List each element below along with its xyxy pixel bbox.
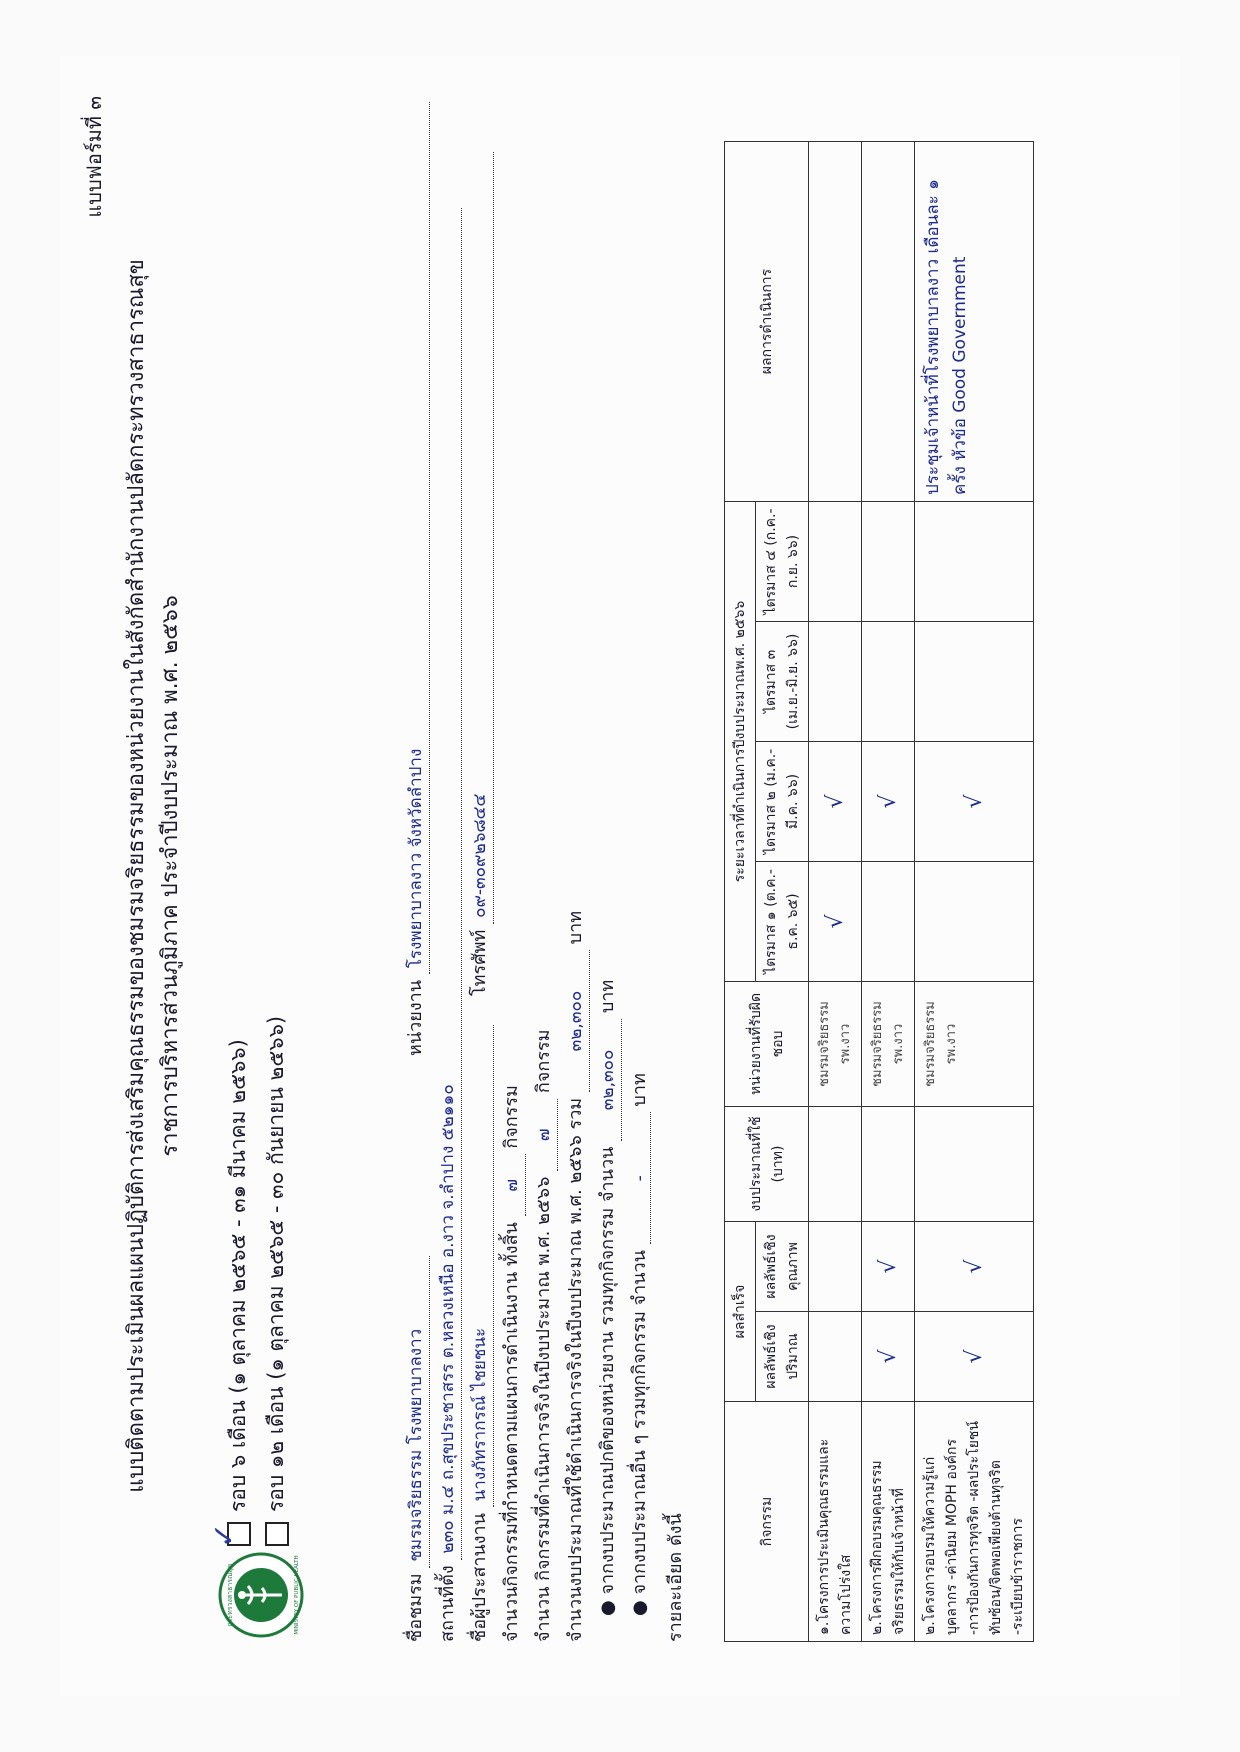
phone-value: ๐๙-๓๐๙๒๖๘๔๔ bbox=[466, 152, 494, 924]
round-12-month[interactable] bbox=[260, 1016, 293, 1546]
coordinator-value: นางภัทรากรณ์ ไชยชนะ bbox=[466, 1025, 494, 1507]
table-row bbox=[809, 141, 862, 1641]
form-number: แบบฟอร์มที่ ๓ bbox=[82, 96, 106, 218]
coordinator-label: ชื่อผู้ประสานงาน bbox=[469, 1513, 490, 1642]
row-qualitative: √ bbox=[862, 1221, 915, 1311]
row-result: ประชุมเจ้าหน้าที่โรงพยาบาลงาว เดือนละ ๑ ครั้ง หัวข้อ Good Government bbox=[915, 141, 1034, 501]
form-sheet bbox=[60, 56, 1180, 1696]
row-q1: √ bbox=[809, 861, 862, 981]
budget-label: จำนวนงบประมาณที่ใช้ดำเนินการจริงในปีงบประมาณ พ.ศ. ๒๕๖๖ รวม bbox=[565, 1097, 586, 1642]
row-q2: √ bbox=[862, 741, 915, 861]
row-budget bbox=[862, 1106, 915, 1221]
phone-label: โทรศัพท์ bbox=[469, 929, 490, 996]
actual-value: ๗ bbox=[530, 1099, 558, 1171]
row-q3 bbox=[862, 621, 915, 741]
budget-regular-value: ๓๒,๓๐๐ bbox=[594, 1019, 622, 1141]
header-q3: ไตรมาส ๓ (เม.ย.-มิ.ย. ๖๖) bbox=[756, 621, 809, 741]
budget-value: ๓๒,๓๐๐ bbox=[562, 950, 590, 1092]
header-activity: กิจกรรม bbox=[725, 1402, 809, 1642]
planned-value: ๗ bbox=[498, 1154, 526, 1216]
row-quantitative: √ bbox=[862, 1312, 915, 1402]
bullet-icon: ● bbox=[629, 1600, 650, 1616]
budget-regular-label: จากงบประมาณปกติของหน่วยงาน รวมทุกกิจกรรม จำนวน bbox=[597, 1146, 618, 1595]
row-result bbox=[809, 141, 862, 501]
row-q2: √ bbox=[915, 741, 1034, 861]
header-q1: ไตรมาส ๑ (ต.ค.-ธ.ค. ๖๕) bbox=[756, 861, 809, 981]
table-row bbox=[862, 141, 915, 1641]
row-q1 bbox=[862, 861, 915, 981]
row-q3 bbox=[915, 621, 1034, 741]
budget-other-label: จากงบประมาณอื่น ๆ รวมทุกกิจกรรม จำนวน bbox=[629, 1250, 650, 1595]
row-q4 bbox=[862, 501, 915, 621]
row-q2: √ bbox=[809, 741, 862, 861]
row-quantitative: √ bbox=[915, 1312, 1034, 1402]
row-activity: ๒.โครงการฝึกอบรมคุณธรรมจริยธรรมให้กับเจ้าหน้าที่ bbox=[862, 1402, 915, 1642]
row-qualitative: √ bbox=[915, 1221, 1034, 1311]
unit-label: หน่วยงาน bbox=[405, 979, 426, 1056]
header-q4: ไตรมาส ๔ (ก.ค.-ก.ย. ๖๖) bbox=[756, 501, 809, 621]
header-responsible: หน่วยงานที่รับผิดชอบ bbox=[725, 981, 809, 1106]
row-activity: ๒.โครงการอบรมให้ความรู้แก่บุคลากร -ค่านิยม MOPH องค์กร -การป้องกันการทุจริต -ผลประโยชน์ทับซ้อน/จิตพอเพียงต้านทุจริต -ระเบียบข้าราชการ bbox=[915, 1402, 1034, 1642]
header-q2: ไตรมาส ๒ (ม.ค.-มี.ค. ๖๖) bbox=[756, 741, 809, 861]
row-budget bbox=[915, 1106, 1034, 1221]
row-responsible: ชมรมจริยธรรม รพ.งาว bbox=[915, 981, 1034, 1106]
address-label: สถานที่ตั้ง bbox=[437, 1565, 458, 1642]
header-quantitative: ผลลัพธ์เชิงปริมาณ bbox=[756, 1312, 809, 1402]
row-result bbox=[862, 141, 915, 501]
round-12-month-label: รอบ ๑๒ เดือน (๑ ตุลาคม ๒๕๖๕ - ๓๐ กันยายน ๒๕๖๖) bbox=[264, 1015, 288, 1512]
planned-activities bbox=[496, 1085, 526, 1642]
round-6-month-checkbox[interactable] bbox=[207, 1522, 251, 1548]
row-q4 bbox=[809, 501, 862, 621]
actual-activities bbox=[528, 1030, 558, 1642]
budget-other bbox=[624, 1073, 653, 1616]
ministry-logo bbox=[218, 1552, 304, 1638]
check-mark-icon: ✓ bbox=[207, 1522, 242, 1548]
form-title: แบบติดตามประเมินผลแผนปฏิบัติการส่งเสริมคุณธรรมของชมรมจริยธรรมของหน่วยงานในสังกัดสำนักงานปลัดกระทรวงสาธารณสุข bbox=[124, 259, 149, 1493]
unit-value: โรงพยาบาลงาว จังหวัดลำปาง bbox=[402, 102, 430, 974]
header-qualitative: ผลลัพธ์เชิงคุณภาพ bbox=[756, 1221, 809, 1311]
planned-label: จำนวนกิจกรรมที่กำหนดตามแผนการดำเนินงาน ทั้งสิ้น bbox=[501, 1222, 522, 1642]
club-label: ชื่อชมรม bbox=[405, 1573, 426, 1642]
row-activity: ๑.โครงการประเมินคุณธรรมและความโปร่งใส bbox=[809, 1402, 862, 1642]
header-achievement: ผลสำเร็จ bbox=[725, 1221, 756, 1401]
row-responsible: ชมรมจริยธรรม รพ.งาว bbox=[862, 981, 915, 1106]
bullet-icon: ● bbox=[597, 1600, 618, 1616]
logo-text-bottom: MINISTRY OF PUBLIC HEALTH bbox=[294, 1555, 300, 1635]
logo-text-top: กระทรวงสาธารณสุข bbox=[226, 1563, 234, 1627]
row-q1 bbox=[915, 861, 1034, 981]
planned-unit: กิจกรรม bbox=[501, 1085, 522, 1149]
address-value: ๒๓๐ ม.๔ ถ.สุขประชาสรร ต.หลวงเหนือ อ.งาว จ.ลำปาง ๕๒๑๑๐ bbox=[434, 208, 462, 1560]
row-budget bbox=[809, 1106, 862, 1221]
phone-field bbox=[464, 152, 494, 996]
form-subtitle: ราชการบริหารส่วนภูมิภาค ประจำปีงบประมาณ พ.ศ. ๒๕๖๖ bbox=[158, 595, 183, 1157]
round-12-month-checkbox[interactable] bbox=[265, 1522, 289, 1546]
round-6-month-label: รอบ ๖ เดือน (๑ ตุลาคม ๒๕๖๕ - ๓๑ มีนาคม ๒๕๖๖) bbox=[226, 1039, 250, 1512]
unit-field bbox=[400, 102, 430, 1056]
details-label: รายละเอียด ดังนี้ bbox=[665, 1513, 686, 1642]
table-row bbox=[915, 141, 1034, 1641]
budget-total bbox=[560, 911, 590, 1642]
header-budget-used: งบประมาณที่ใช้ (บาท) bbox=[725, 1106, 809, 1221]
budget-unit: บาท bbox=[565, 910, 586, 945]
row-quantitative bbox=[809, 1312, 862, 1402]
actual-label: จำนวน กิจกรรมที่ดำเนินการจริงในปีงบประมาณ พ.ศ. ๒๕๖๖ bbox=[533, 1176, 554, 1642]
budget-other-value: - bbox=[630, 1112, 651, 1244]
coordinator-field bbox=[464, 1025, 494, 1642]
budget-regular-unit: บาท bbox=[597, 979, 618, 1014]
address-field bbox=[432, 208, 462, 1642]
actual-unit: กิจกรรม bbox=[533, 1029, 554, 1094]
round-6-month[interactable] bbox=[207, 1039, 255, 1548]
row-responsible: ชมรมจริยธรรม รพ.งาว bbox=[809, 981, 862, 1106]
budget-regular bbox=[592, 980, 622, 1616]
budget-other-unit: บาท bbox=[629, 1073, 650, 1107]
header-result: ผลการดำเนินการ bbox=[725, 141, 809, 501]
row-q3 bbox=[809, 621, 862, 741]
row-q4 bbox=[915, 501, 1034, 621]
header-period: ระยะเวลาที่ดำเนินการปีงบประมาณพ.ศ. ๒๕๖๖ bbox=[725, 501, 756, 981]
club-value: ชมรมจริยธรรม โรงพยาบาลงาว bbox=[402, 1256, 430, 1568]
activity-table bbox=[724, 141, 1034, 1642]
club-field bbox=[400, 1256, 430, 1642]
row-qualitative bbox=[809, 1221, 862, 1311]
